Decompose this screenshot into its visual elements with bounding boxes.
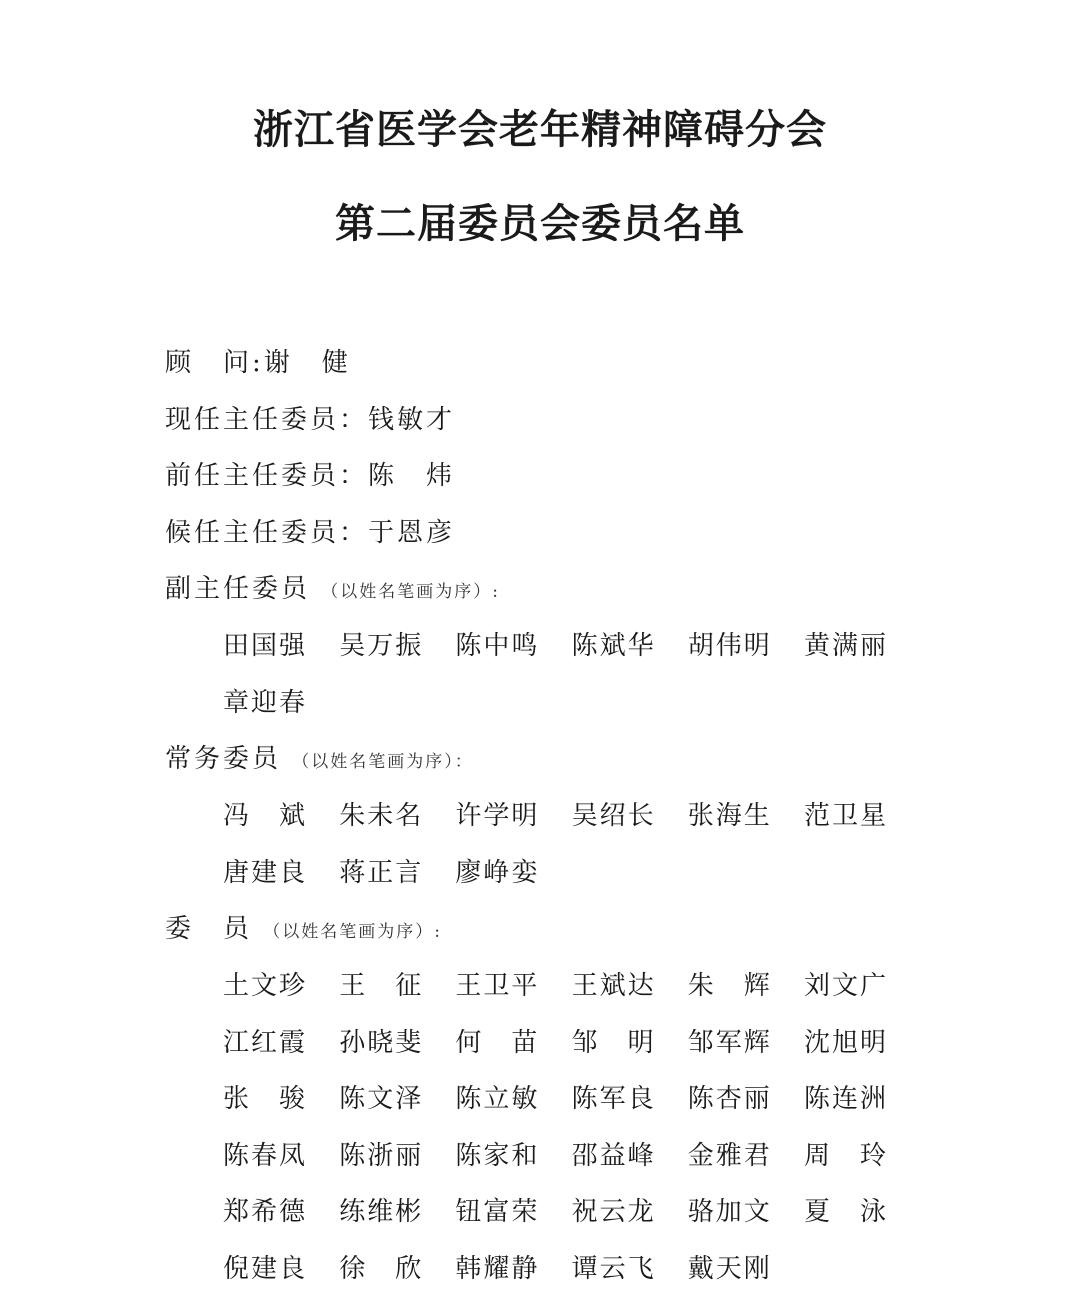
person-name: 廖峥娈 xyxy=(455,857,540,888)
person-name: 陈立敏 xyxy=(455,1084,540,1115)
person-name: 骆加文 xyxy=(687,1197,772,1228)
person-name: 陈军良 xyxy=(571,1084,656,1115)
person-name: 陈中鸣 xyxy=(455,631,540,661)
person-name: 孙晓斐 xyxy=(339,1027,424,1058)
person-name: 何 苗 xyxy=(455,1027,540,1058)
person-name: 许学明 xyxy=(455,801,540,831)
person-name: 陈浙丽 xyxy=(339,1140,424,1171)
person-name: 吴绍长 xyxy=(571,801,656,831)
person-name: 章迎春 xyxy=(223,687,308,718)
person-name: 刘文广 xyxy=(804,971,889,1001)
standing-members-heading xyxy=(165,739,474,779)
person-name: 韩耀静 xyxy=(455,1254,540,1284)
document-title-line-1: 浙江省医学会老年精神障碍分会 xyxy=(253,107,827,153)
person-name: 唐建良 xyxy=(223,857,308,888)
members-label: 委 员 xyxy=(165,914,253,944)
former-chair-label: 前任主任委员： xyxy=(165,461,369,491)
vice-chairs-label: 副主任委员 xyxy=(165,574,311,604)
person-name: 陈连洲 xyxy=(804,1084,889,1115)
chair-elect-name: 于恩彦 xyxy=(368,518,456,548)
person-name: 夏 泳 xyxy=(804,1197,889,1228)
person-name: 张海生 xyxy=(687,801,772,831)
person-name: 沈旭明 xyxy=(804,1027,889,1058)
person-name: 邹 明 xyxy=(571,1027,656,1058)
person-name: 王卫平 xyxy=(455,971,540,1001)
person-name: 朱未名 xyxy=(339,801,424,831)
person-name: 钮富荣 xyxy=(455,1197,540,1228)
person-name: 徐 欣 xyxy=(339,1254,424,1284)
vice-chairs-order-note: （以姓名笔画为序）: xyxy=(321,582,501,602)
current-chair-line xyxy=(165,400,455,440)
current-chair-label: 现任主任委员： xyxy=(165,405,369,435)
person-name: 胡伟明 xyxy=(687,631,772,661)
person-name: 谭云飞 xyxy=(571,1254,656,1284)
person-name: 戴天刚 xyxy=(687,1254,772,1284)
former-chair-name: 陈 炜 xyxy=(368,461,456,491)
members-heading xyxy=(165,909,442,949)
current-chair-name: 钱敏才 xyxy=(368,405,456,435)
person-name: 田国强 xyxy=(223,631,308,661)
person-name: 周 玲 xyxy=(804,1140,889,1171)
person-name: 吴万振 xyxy=(339,631,424,661)
person-name: 陈文泽 xyxy=(339,1084,424,1115)
person-name: 练维彬 xyxy=(339,1197,424,1228)
vice-chairs-heading xyxy=(165,569,500,609)
advisor-label: 顾 问: xyxy=(165,348,264,378)
person-name: 祝云龙 xyxy=(571,1197,656,1228)
person-name: 郑希德 xyxy=(223,1197,308,1228)
person-name: 邹军辉 xyxy=(687,1027,772,1058)
standing-members-order-note: （以姓名笔画为序）： xyxy=(292,752,474,772)
person-name: 王斌达 xyxy=(571,971,656,1001)
person-name: 金雅君 xyxy=(687,1140,772,1171)
person-name: 土文珍 xyxy=(223,971,308,1001)
person-name: 张 骏 xyxy=(223,1084,308,1115)
person-name: 黄满丽 xyxy=(804,631,889,661)
person-name: 江红霞 xyxy=(223,1027,308,1058)
document-title-line-2: 第二届委员会委员名单 xyxy=(335,201,745,247)
person-name: 邵益峰 xyxy=(571,1140,656,1171)
standing-members-label: 常务委员 xyxy=(165,744,282,774)
person-name: 王 征 xyxy=(339,971,424,1001)
person-name: 冯 斌 xyxy=(223,801,308,831)
former-chair-line xyxy=(165,456,455,496)
advisor-name: 谢 健 xyxy=(263,348,351,378)
advisor-line xyxy=(165,343,351,383)
person-name: 陈杏丽 xyxy=(687,1084,772,1115)
chair-elect-label: 候任主任委员： xyxy=(165,518,369,548)
person-name: 陈春凤 xyxy=(223,1140,308,1171)
person-name: 朱 辉 xyxy=(687,971,772,1001)
person-name: 范卫星 xyxy=(804,801,889,831)
chair-elect-line xyxy=(165,513,455,553)
person-name: 陈斌华 xyxy=(571,631,656,661)
members-order-note: （以姓名笔画为序）: xyxy=(263,922,443,942)
person-name: 倪建良 xyxy=(223,1254,308,1284)
person-name: 蒋正言 xyxy=(339,857,424,888)
person-name: 陈家和 xyxy=(455,1140,540,1171)
